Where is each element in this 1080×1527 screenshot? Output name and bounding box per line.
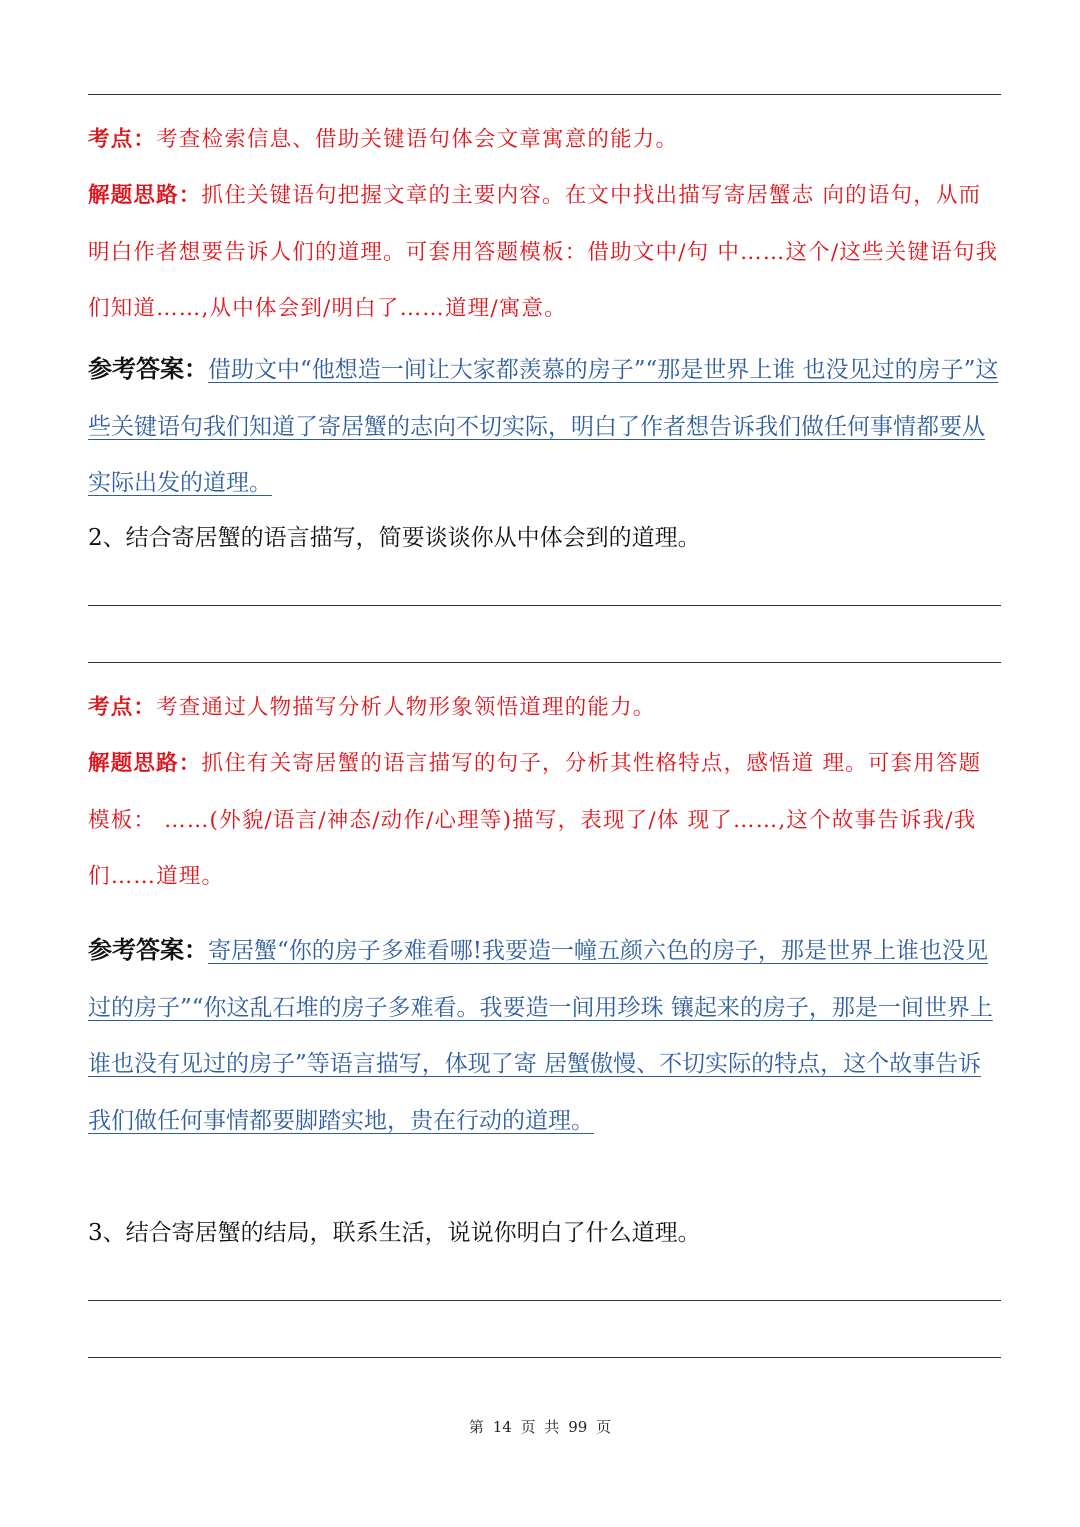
footer-suffix: 页 [596, 1418, 612, 1436]
silu-label: 解题思路： [88, 183, 202, 208]
total-page-number: 99 [568, 1418, 588, 1436]
silu-text: 抓住关键语句把握文章的主要内容。在文中找出描写寄居蟹志 向的语句，从而明白作者想要告诉人们的道理。可套用答题模板：借助文中/句 中……这个/这些关键语句我们知道……,从中体会到/明白了……道理/寓意。 [88, 183, 999, 321]
page-footer [0, 1416, 1080, 1437]
footer-prefix: 第 [468, 1418, 484, 1436]
silu-text: 抓住有关寄居蟹的语言描写的句子，分析其性格特点，感悟道 理。可套用答题模板： ……(外貌/语言/神态/动作/心理等)描写，表现了/体 现了……,这个故事告诉我/我们……道理。 [88, 751, 982, 889]
reference-answer [88, 922, 1003, 1149]
kaodian-label: 考点： [88, 127, 157, 152]
silu-paragraph [88, 168, 1003, 338]
kaodian-paragraph [88, 112, 1003, 169]
answer-label: 参考答案： [88, 354, 208, 383]
kaodian-text: 考查通过人物描写分析人物形象领悟道理的能力。 [156, 695, 656, 720]
kaodian-paragraph [88, 680, 1003, 737]
answer-line [88, 94, 1001, 95]
answer-line [88, 1357, 1001, 1358]
answer-text: 寄居蟹“你的房子多难看哪!我要造一幢五颜六色的房子，那是世界上谁也没见过的房子”“你这乱石堆的房子多难看。我要造一间用珍珠 镶起来的房子，那是一间世界上谁也没有见过的房子”等语言描写，体现了寄 居蟹傲慢、不切实际的特点，这个故事告诉我们做任何事情都要脚踏实地，贵在行动的道理。 [88, 938, 993, 1134]
reference-answer [88, 341, 1003, 512]
kaodian-label: 考点： [88, 695, 157, 720]
answer-line [88, 662, 1001, 663]
silu-paragraph [88, 736, 1003, 906]
answer-text: 借助文中“他想造一间让大家都羡慕的房子”“那是世界上谁 也没见过的房子”这些关键语句我们知道了寄居蟹的志向不切实际，明白了作者想告诉我们做任何事情都要从实际出发的道理。 [88, 357, 999, 496]
question-2: 2、结合寄居蟹的语言描写，简要谈谈你从中体会到的道理。 [88, 525, 701, 551]
footer-mid1: 页 [520, 1418, 536, 1436]
answer-line [88, 605, 1001, 606]
answer-line [88, 1300, 1001, 1301]
kaodian-text: 考查检索信息、借助关键语句体会文章寓意的能力。 [156, 127, 679, 152]
answer-label: 参考答案： [88, 935, 208, 964]
footer-mid2: 共 [544, 1418, 560, 1436]
question-3: 3、结合寄居蟹的结局，联系生活，说说你明白了什么道理。 [88, 1220, 701, 1246]
silu-label: 解题思路： [88, 751, 202, 776]
current-page-number: 14 [492, 1418, 512, 1436]
